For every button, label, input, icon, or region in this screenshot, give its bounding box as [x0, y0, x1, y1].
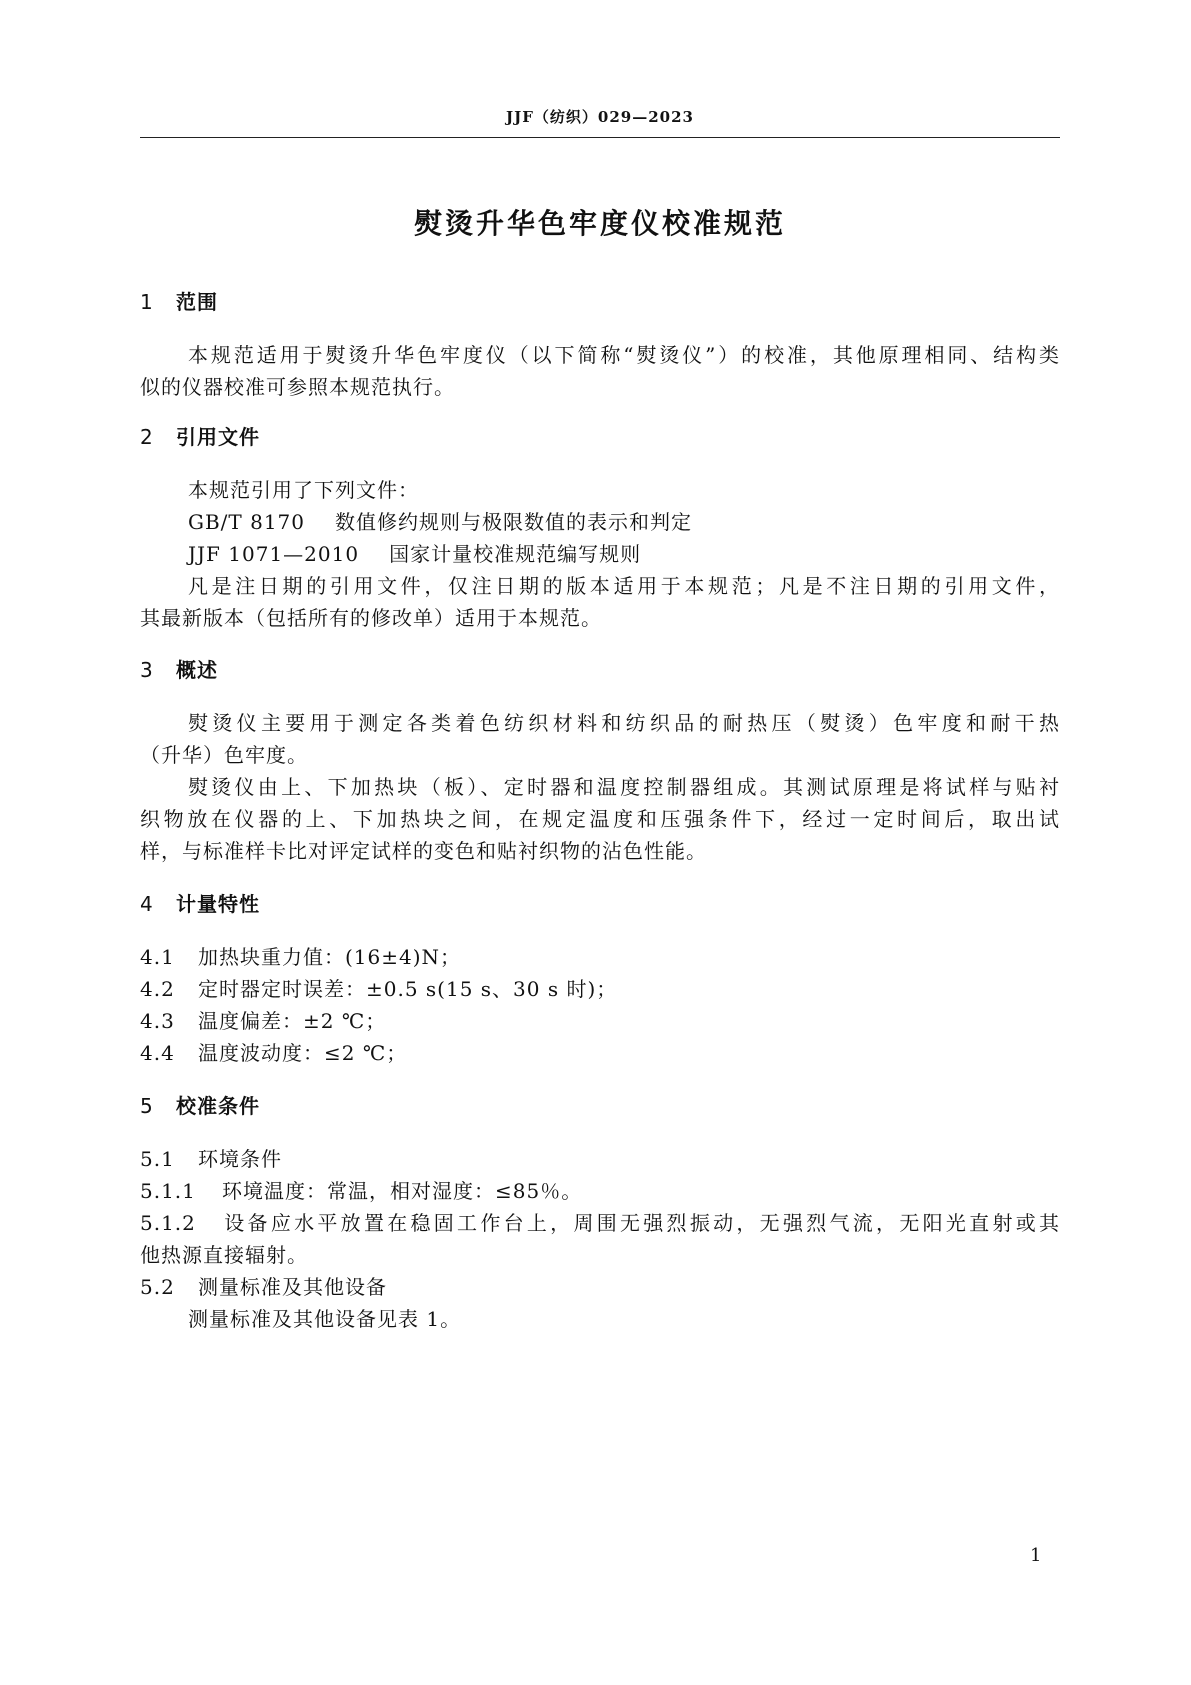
paragraph-line: 本规范引用了下列文件：: [188, 478, 419, 502]
section-number: 1: [140, 290, 154, 314]
paragraph-line: 其最新版本（包括所有的修改单）适用于本规范。: [140, 606, 602, 630]
subsection-heading: [140, 1271, 1060, 1303]
spec-item: [140, 941, 1060, 973]
section-number: 3: [140, 658, 154, 682]
subsection-title: 测量标准及其他设备: [198, 1275, 387, 1299]
section-3-heading: [140, 654, 1060, 686]
header-divider: [140, 137, 1060, 138]
item-number: 4.2: [140, 977, 175, 1001]
section-number: 2: [140, 425, 154, 449]
item-text: 定时器定时误差：±0.5 s(15 s、30 s 时)；: [198, 977, 618, 1001]
item-number: 4.3: [140, 1009, 175, 1033]
section-4-heading: [140, 888, 1060, 920]
item-text: 温度偏差：±2 ℃；: [198, 1009, 387, 1033]
clause-item: [140, 1175, 1060, 1207]
spec-item: [140, 1005, 1060, 1037]
section-number: 4: [140, 892, 154, 916]
subsection-number: 5.2: [140, 1275, 175, 1299]
subsection-number: 5.1: [140, 1147, 175, 1171]
paragraph-line: 测量标准及其他设备见表 1。: [188, 1307, 462, 1331]
reference-item: [188, 506, 1108, 538]
reference-code: JJF 1071—2010: [188, 542, 360, 566]
paragraph-line: 样，与标准样卡比对评定试样的变色和贴衬织物的沾色性能。: [140, 839, 707, 863]
item-text: 温度波动度：≤2 ℃；: [198, 1041, 408, 1065]
paragraph-line: （升华）色牢度。: [140, 743, 308, 767]
spec-item: [140, 973, 1060, 1005]
section-number: 5: [140, 1094, 154, 1118]
section-2-heading: [140, 421, 1060, 453]
item-number: 4.1: [140, 945, 175, 969]
section-title: 引用文件: [176, 425, 260, 449]
paragraph-line: 熨烫仪由上、下加热块（板）、定时器和温度控制器组成。其测试原理是将试样与贴衬: [188, 775, 1060, 799]
item-number: 4.4: [140, 1041, 175, 1065]
paragraph-line: 熨烫仪主要用于测定各类着色纺织材料和纺织品的耐热压（熨烫）色牢度和耐干热: [188, 711, 1060, 735]
paragraph-line: 凡是注日期的引用文件，仅注日期的版本适用于本规范；凡是不注日期的引用文件，: [188, 574, 1060, 598]
clause-number: 5.1.2: [140, 1211, 196, 1235]
paragraph-line: 本规范适用于熨烫升华色牢度仪（以下简称“熨烫仪”）的校准，其他原理相同、结构类: [188, 343, 1060, 367]
document-title: 熨烫升华色牢度仪校准规范: [413, 207, 786, 240]
section-1-heading: [140, 286, 1060, 318]
paragraph-line: 织物放在仪器的上、下加热块之间，在规定温度和压强条件下，经过一定时间后，取出试: [140, 807, 1060, 831]
reference-title: 国家计量校准规范编写规则: [389, 542, 642, 566]
subsection-heading: [140, 1143, 1060, 1175]
section-title: 校准条件: [176, 1094, 260, 1118]
page-number: 1: [1030, 1545, 1042, 1566]
reference-item: [188, 538, 1108, 570]
section-title: 计量特性: [176, 892, 260, 916]
clause-text: 环境温度：常温，相对湿度：≤85％。: [222, 1179, 583, 1203]
clause-text: 设备应水平放置在稳固工作台上，周围无强烈振动，无强烈气流，无阳光直射或其: [222, 1211, 1060, 1235]
item-text: 加热块重力值：(16±4)N；: [198, 945, 462, 969]
spec-item: [140, 1037, 1060, 1069]
reference-title: 数值修约规则与极限数值的表示和判定: [335, 510, 693, 534]
paragraph-line: 似的仪器校准可参照本规范执行。: [140, 375, 455, 399]
section-5-heading: [140, 1090, 1060, 1122]
clause-number: 5.1.1: [140, 1179, 196, 1203]
paragraph-line: 他热源直接辐射。: [140, 1243, 308, 1267]
document-code-header: JJF（纺织）029—2023: [506, 108, 694, 126]
section-title: 范围: [176, 290, 218, 314]
subsection-title: 环境条件: [198, 1147, 282, 1171]
reference-code: GB/T 8170: [188, 510, 306, 534]
clause-item: [140, 1207, 1060, 1239]
section-title: 概述: [176, 658, 218, 682]
